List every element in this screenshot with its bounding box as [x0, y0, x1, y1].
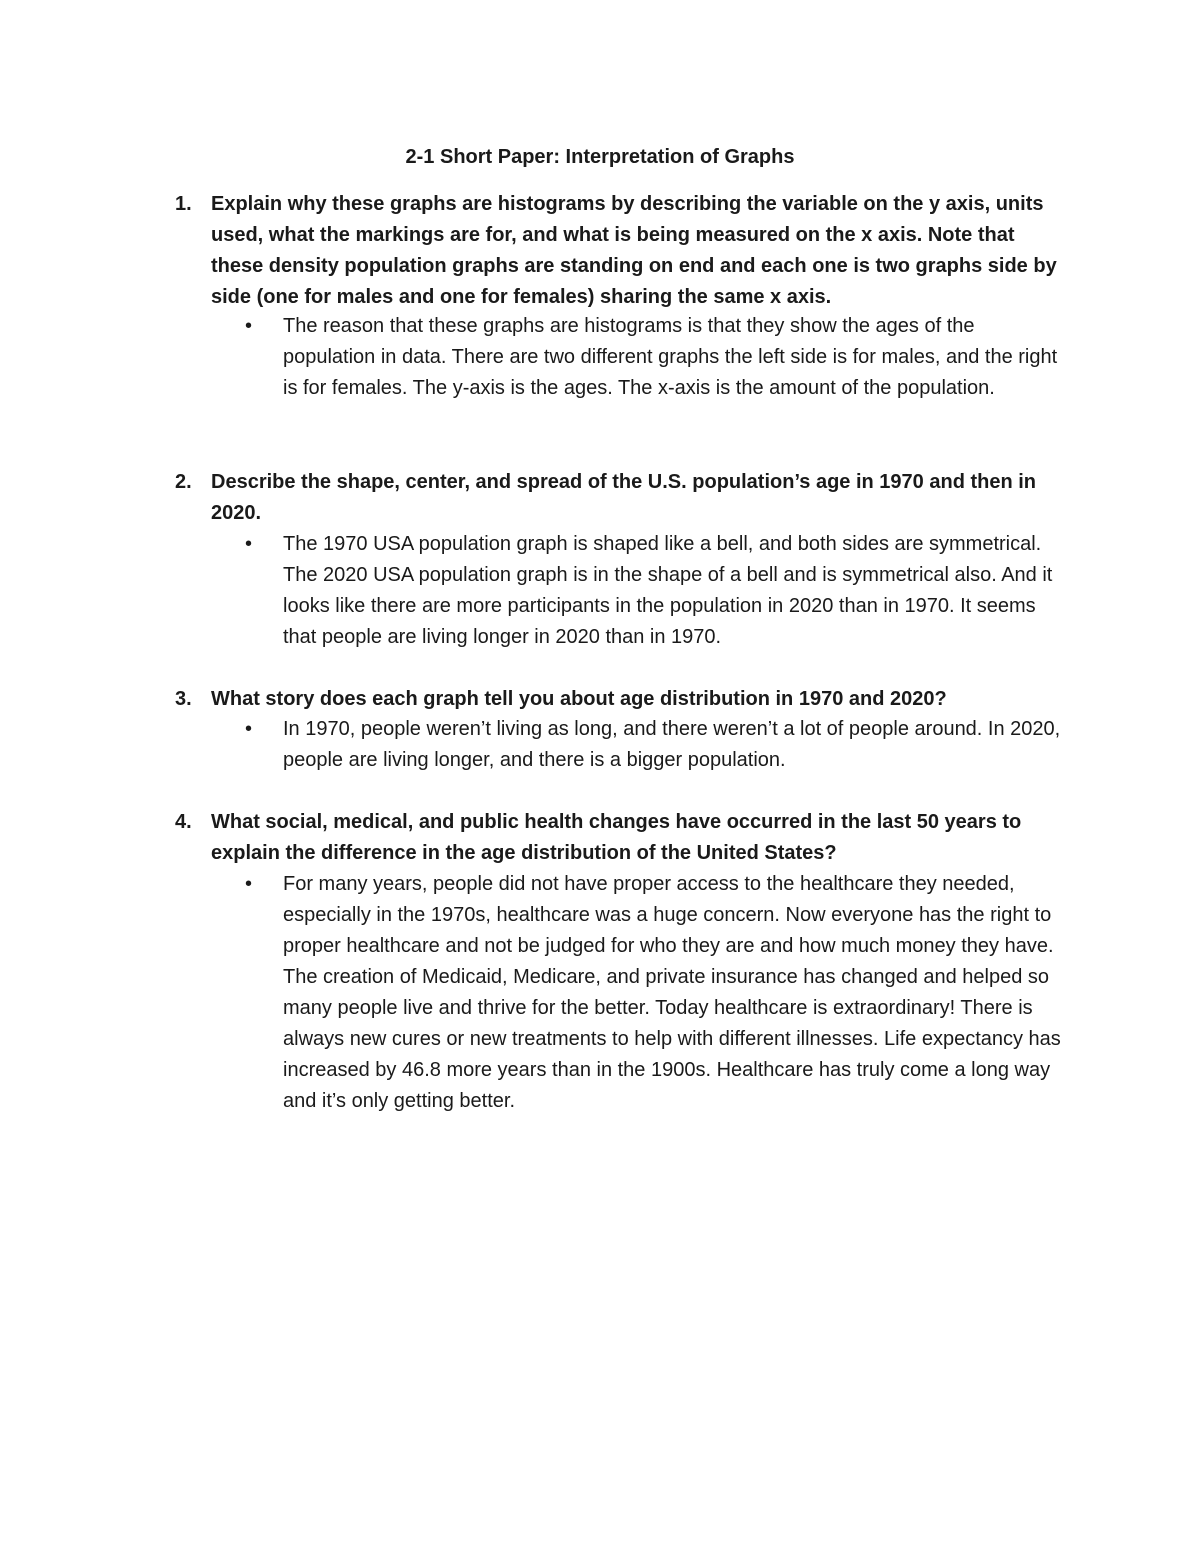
page-title: 2-1 Short Paper: Interpretation of Graphs [405, 146, 795, 168]
bullet-icon: • [245, 718, 253, 740]
question-2 [175, 467, 1065, 529]
answer-2 [211, 529, 1071, 653]
answer-text: The 1970 USA population graph is shaped like a bell, and both sides are symmetrical. The 2020 USA population graph is in the shape of a bell and is symmetrical also. And it looks like there are more participants in the population in 2020 than in 1970. It seems that people are living longer in 2020 than in 1970. [283, 533, 1053, 648]
question-prompt: Explain why these graphs are histograms by describing the variable on the y axis, units used, what the markings are for, and what is being measured on the x axis. Note that these density population graphs are standing on end and each one is two graphs side by side (one for males and one for females) sharing the same x axis. [211, 193, 1057, 308]
question-number: 1. [175, 193, 192, 215]
question-prompt: What social, medical, and public health changes have occurred in the last 50 years to explain the difference in the age distribution of the United States? [211, 811, 1022, 864]
question-number: 4. [175, 811, 192, 833]
question-3 [175, 684, 1065, 715]
bullet-icon: • [245, 873, 253, 895]
question-4 [175, 807, 1065, 869]
question-prompt: What story does each graph tell you about age distribution in 1970 and 2020? [211, 688, 947, 710]
question-prompt: Describe the shape, center, and spread of the U.S. population’s age in 1970 and then in 2020. [211, 471, 1037, 524]
answer-text: For many years, people did not have proper access to the healthcare they needed, especially in the 1970s, healthcare was a huge concern. Now everyone has the right to proper healthcare and not be judged for who they are and how much money they have. The creation of Medicaid, Medicare, and private insurance has changed and helped so many people live and thrive for the better. Today healthcare is extraordinary! There is always new cures or new treatments to help with different illnesses. Life expectancy has increased by 46.8 more years than in the 1900s. Healthcare has truly come a long way and it’s only getting better. [283, 873, 1061, 1112]
question-number: 3. [175, 688, 192, 710]
answer-text: In 1970, people weren’t living as long, and there weren’t a lot of people around. In 2020, people are living longer, and there is a bigger population. [283, 718, 1061, 771]
answer-1 [211, 311, 1071, 404]
bullet-icon: • [245, 315, 253, 337]
question-number: 2. [175, 471, 192, 493]
bullet-icon: • [245, 533, 253, 555]
answer-4 [211, 869, 1071, 1117]
answer-text: The reason that these graphs are histograms is that they show the ages of the population in data. There are two different graphs the left side is for males, and the right is for females. The y-axis is the ages. The x-axis is the amount of the population. [283, 315, 1058, 399]
answer-3 [211, 714, 1071, 776]
question-1 [175, 189, 1065, 313]
